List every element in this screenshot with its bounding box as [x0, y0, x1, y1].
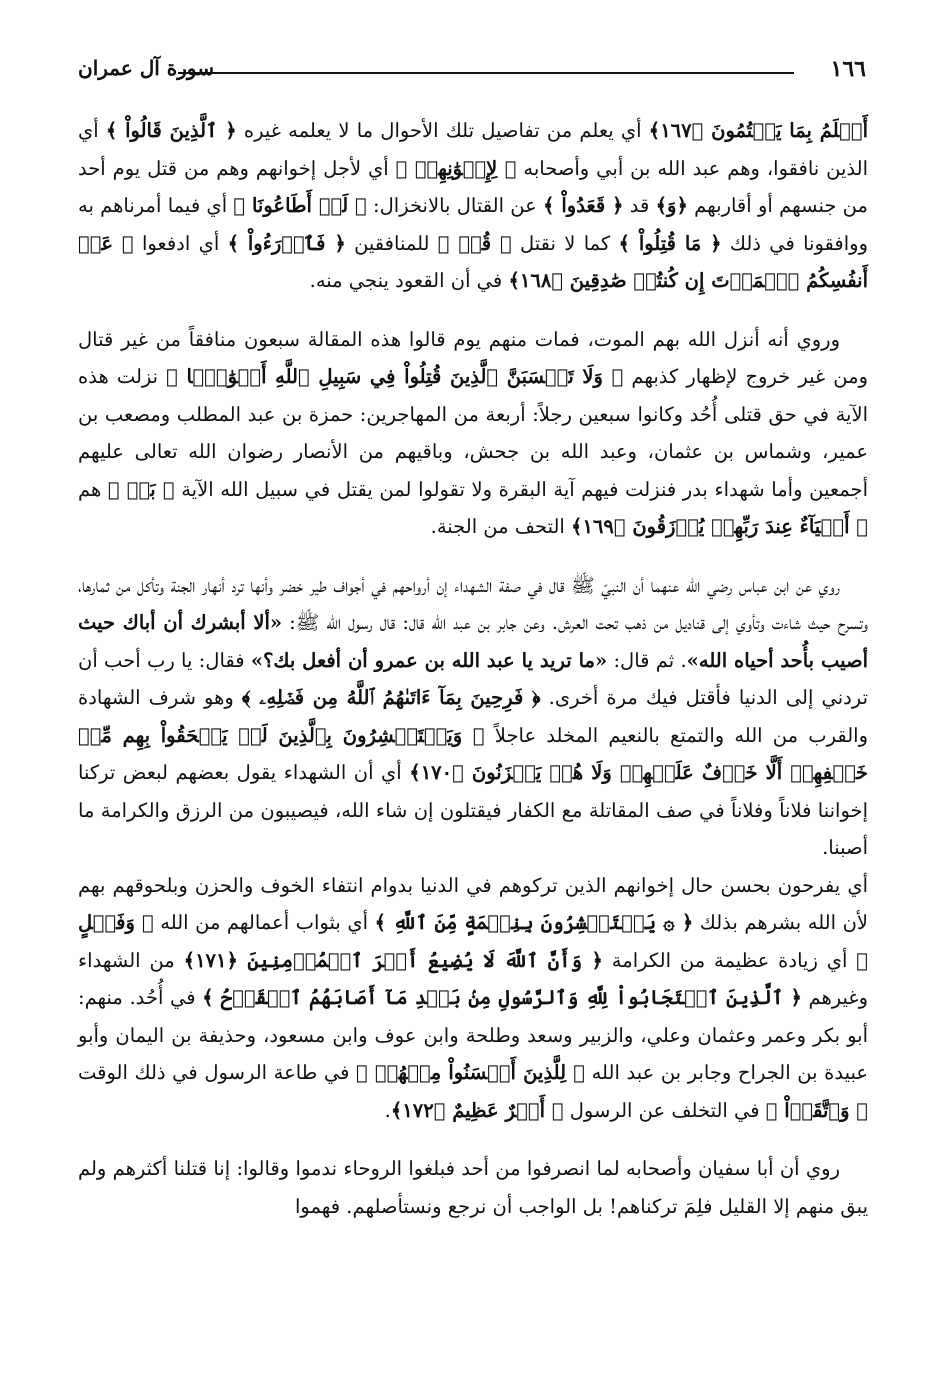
quran-verse: ﴿ قُلۡ ﴾ [437, 231, 512, 255]
page-header [78, 52, 866, 92]
quran-verse: ﴿ لَوۡ أَطَاعُونَا ﴾ [233, 194, 367, 217]
commentary-text: أي زيادة عظيمة من الكرامة [602, 948, 857, 972]
quran-verse: ﴿ أَحۡيَآءٌ عِندَ رَبِّهِمۡ يُرۡزَقُونَ ﴿١٦٩﴾ [571, 515, 868, 538]
hadith-quote: «ما تريد يا عبد الله بن عمرو أن أفعل بك؟» [250, 648, 608, 672]
commentary-text: للمنافقين [345, 231, 438, 255]
paragraph-p4 [78, 867, 868, 1130]
quran-verse: ﴿ قَعَدُواْ ﴾ [543, 194, 624, 217]
commentary-text: فقال: يا رب أحب أن تردني إلى الدنيا فأقتل فيك مرة أخرى. [78, 648, 868, 709]
commentary-text: . ثم قال: [607, 648, 687, 672]
quran-verse: ﴿ ۞ يَسۡتَبۡشِرُونَ بِنِعۡمَةٍ مِّنَ ٱللَّهِ ﴾ [374, 911, 694, 934]
commentary-text: . [384, 1098, 391, 1122]
quran-verse: ﴿ أَجۡرٌ عَظِيمٌ ﴿١٧٢﴾ [390, 1098, 564, 1122]
quran-verse: ﴿ وَيَسۡتَبۡشِرُونَ بِٱلَّذِينَ لَمۡ يَلۡحَقُواْ بِهِم مِّنۡ خَلۡفِهِمۡ أَلَّا خَوۡفٌ عَلَيۡهِمۡ وَلَا هُمۡ يَحۡزَنُونَ ﴿١٧٠﴾ [78, 723, 868, 784]
commentary-text: في أن القعود ينجي منه. [309, 269, 509, 292]
commentary-text: أي يفرحون بحسن حال إخوانهم الذين تركوهم في الدنيا بدوام انتفاء الخوف والحزن وبلحوقهم بهم لأن الله بشرهم بذلك [78, 873, 869, 934]
quran-verse: ﴿ وَلَا تَحۡسَبَنَّ ٱلَّذِينَ قُتِلُواْ فِي سَبِيلِ ٱللَّهِ أَمۡوَٰتَۢا ﴾ [166, 365, 624, 388]
commentary-text: هم [78, 477, 108, 501]
quran-verse: ﴿ ٱلَّذِينَ قَالُواْ ﴾ [105, 119, 237, 142]
quran-verse: ﴿ وَأَنَّ ٱللَّهَ لَا يُضِيعُ أَجۡرَ ٱلۡمُؤۡمِنِينَ ﴿١٧١﴾ [183, 948, 603, 972]
paragraph-p2 [78, 321, 868, 546]
commentary-text: التحف من الجنة. [430, 515, 572, 538]
commentary-text: أي ادفعوا [133, 231, 228, 255]
commentary-text: كما لا نقتل [511, 231, 619, 255]
quran-verse: ﴿ ٱلَّذِينَ ٱسۡتَجَابُواْ لِلَّهِ وَٱلرَّسُولِ مِنۢ بَعۡدِ مَآ أَصَابَهُمُ ٱلۡقَرۡحُ ﴾ [202, 986, 802, 1009]
commentary-text: أي الذين نافقوا، وهم عبد الله بن أبي وأصحابه [78, 119, 868, 180]
commentary-text: أي أن الشهداء يقول بعضهم لبعض تركنا إخواننا فلاناً وفلاناً في صف المقاتلة مع الكفار فيقتلون إن شاء الله، فيصيبون من الرزق والكرامة ما أصبنا. [78, 761, 868, 859]
commentary-text: أي فيما أمرناهم به ووافقونا في ذلك [78, 194, 868, 255]
quran-verse: ﴿ وَٱتَّقَوۡاْ ﴾ [765, 1098, 868, 1122]
quran-verse: ﴿ لِإِخۡوَٰنِهِمۡ ﴾ [395, 156, 517, 180]
page-body [78, 112, 868, 1225]
commentary-text: نزلت هذه الآية في حق قتلى أُحُد وكانوا سبعين رجلاً: أربعة من المهاجرين: حمزة بن عبد المطلب ومصعب بن عمير، وشماس بن عثمان، وعبد الله بن جحش، وباقيهم من الأنصار رضوان الله تعالى عليهم أجمعين وأما شهداء بدر فنزلت فيهم آية البقرة ولا تقولوا لمن يقتل في سبيل الله الآية [78, 365, 868, 501]
quran-verse: ﴿ لِلَّذِينَ أَحۡسَنُواْ مِنۡهُمۡ ﴾ [356, 1061, 585, 1084]
paragraph-p1 [78, 112, 868, 300]
commentary-text: عن القتال بالانخزال: [366, 194, 544, 217]
quran-verse: ﴿وَ﴾ [655, 194, 688, 217]
commentary-text: قد [623, 194, 656, 217]
commentary-text: روي أن أبا سفيان وأصحابه لما انصرفوا من أحد فبلغوا الروحاء ندموا وقالوا: إنا قتلنا أكثرهم ولم يبق منهم إلا القليل فلِمَ تركناهم! بل الواجب أن نرجع ونستأصلهم. فهموا [78, 1157, 868, 1218]
page-number: ١٦٦ [830, 56, 866, 82]
quran-verse: ﴿ مَا قُتِلُواْ ﴾ [618, 231, 722, 255]
header-divider [178, 72, 794, 74]
quran-verse: ﴿ عَنۡ أَنفُسِكُمُ ٱلۡمَوۡتَ إِن كُنتُمۡ صَٰدِقِينَ ﴿١٦٨﴾ [78, 231, 868, 292]
commentary-text: من الشهداء وغيرهم [78, 948, 868, 1009]
commentary-text: في طاعة الرسول في ذلك الوقت [78, 1061, 357, 1084]
quran-verse: أَعۡلَمُ بِمَا يَكۡتُمُونَ ﴿١٦٧﴾ [648, 119, 868, 142]
quran-verse: ﴿ وَفَضۡلٍ ﴾ [78, 911, 868, 972]
commentary-text: في التخلف عن الرسول [563, 1098, 766, 1122]
hadith-quote: «ألا أبشرك أن أباك حيث أصيب بأُحد أحياه الله» [78, 611, 868, 672]
commentary-text: أي لأجل إخوانهم وهم من قتل يوم أحد من جنسهم أو أقاربهم [78, 156, 868, 217]
paragraph-p5 [78, 1150, 868, 1225]
commentary-text: وهو شرف الشهادة والقرب من الله والتمتع بالنعيم المخلد عاجلاً [78, 686, 868, 747]
commentary-text: أي يعلم من تفاصيل تلك الأحوال ما لا يعلمه غيره [236, 119, 649, 142]
paragraph-p3 [78, 567, 868, 867]
commentary-text: روي عن ابن عباس رضي الله عنهما أن النبيّ ﷺ قال في صفة الشهداء إن أرواحهم في أجواف طير خضر وأنها ترد أنهار الجنة وتأكل من ثمارها، وتسرح حيث شاءت وتأوي إلى قناديل من ذهب تحت العرش. وعن جابر بن عبد الله قال: قال رسول الله ﷺ: [78, 573, 868, 634]
quran-verse: ﴿ بَلۡ ﴾ [107, 477, 175, 501]
quran-verse: ﴿ فَرِحِينَ بِمَآ ءَاتَىٰهُمُ ٱللَّهُ مِن فَضۡلِهِۦ ﴾ [241, 686, 541, 709]
quran-verse: ﴿ فَٱدۡرَءُواْ ﴾ [227, 231, 346, 255]
commentary-text: في أُحُد. منهم: أبو بكر وعمر وعثمان وعلي، والزبير وسعد وطلحة وابن عوف وابن مسعود، وحذيفة بن اليمان وأبو عبيدة بن الجراح وجابر بن عبد الله [78, 986, 868, 1084]
commentary-text: وروي أنه أنزل الله بهم الموت، فمات منهم يوم قالوا هذه المقالة سبعون منافقاً من غير قتال ومن غير خروج لإظهار كذبهم [78, 327, 868, 388]
surah-title: سورة آل عمران [78, 56, 215, 80]
commentary-text: أي بثواب أعمالهم من الله [153, 911, 375, 934]
